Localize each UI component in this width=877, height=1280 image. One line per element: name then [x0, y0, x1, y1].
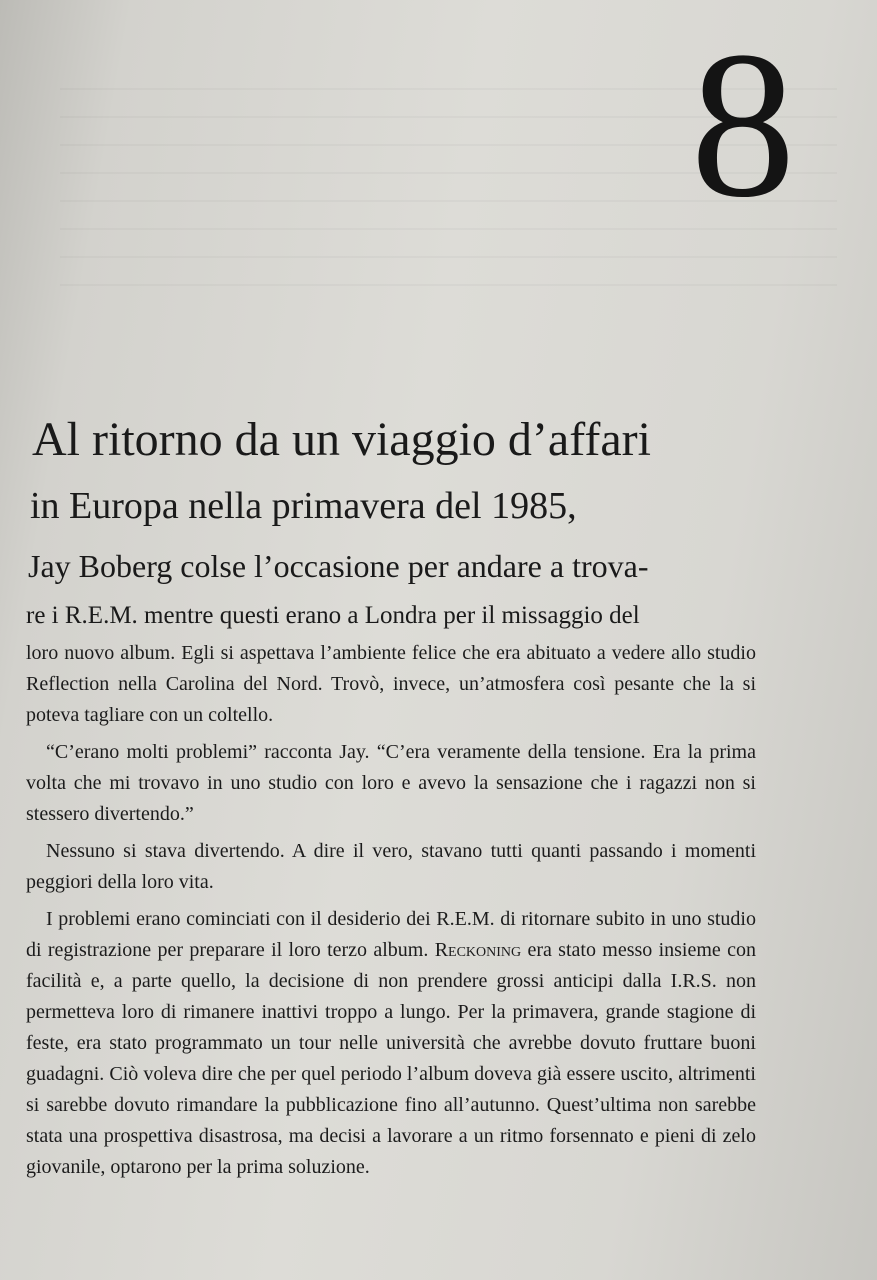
opening-line-4: re i R.E.M. mentre questi erano a Londra per il missaggio del [26, 602, 640, 629]
chapter-body [26, 638, 756, 1189]
opening-line-2: in Europa nella primavera del 1985, [30, 485, 577, 527]
opening-line-1: Al ritorno da un viaggio d’affari [32, 413, 651, 466]
opening-line-3: Jay Boberg colse l’occasione per andare a trova- [28, 548, 649, 584]
paragraph-4-end: era stato messo insieme con facilità e, a parte quello, la decisione di non prendere grossi anticipi dalla I.R.S. non permetteva loro di rimanere inattivi troppo a lungo. Per la primavera, grande stagione di feste, era stato programmato un tour nelle università che avrebbe dovuto fruttare buoni guadagni. Ciò voleva dire che per quel periodo l’album doveva già essere uscito, altrimenti si sarebbe dovuto rimandare la pubblicazione fino all’autunno. Quest’ultima non sarebbe stata una prospettiva disastrosa, ma decisi a lavorare a un ritmo forsennato e pieni di zelo giovanile, optarono per la prima soluzione. [26, 939, 756, 1178]
paragraph-1: loro nuovo album. Egli si aspettava l’ambiente felice che era abituato a vedere allo studio Reflection nella Carolina del Nord. Trovò, invece, un’atmosfera così pesante che la si poteva tagliare con un coltello. [26, 642, 756, 726]
paragraph-4-start: I problemi erano cominciati con il desiderio dei R.E.M. di ritornare subito in uno studio di registrazione per preparare il loro terzo album. [26, 908, 756, 961]
paragraph-2: “C’erano molti problemi” racconta Jay. “C’era veramente della tensione. Era la prima volta che mi trovavo in uno studio con loro e avevo la sensazione che i ragazzi non si stessero divertendo.” [26, 741, 756, 825]
chapter-number: 8 [690, 9, 796, 241]
paragraph-3: Nessuno si stava divertendo. A dire il vero, stavano tutti quanti passando i momenti peggiori della loro vita. [26, 840, 756, 893]
paragraph-4 [26, 904, 756, 1183]
album-title-reckoning: Reckoning [434, 939, 522, 961]
